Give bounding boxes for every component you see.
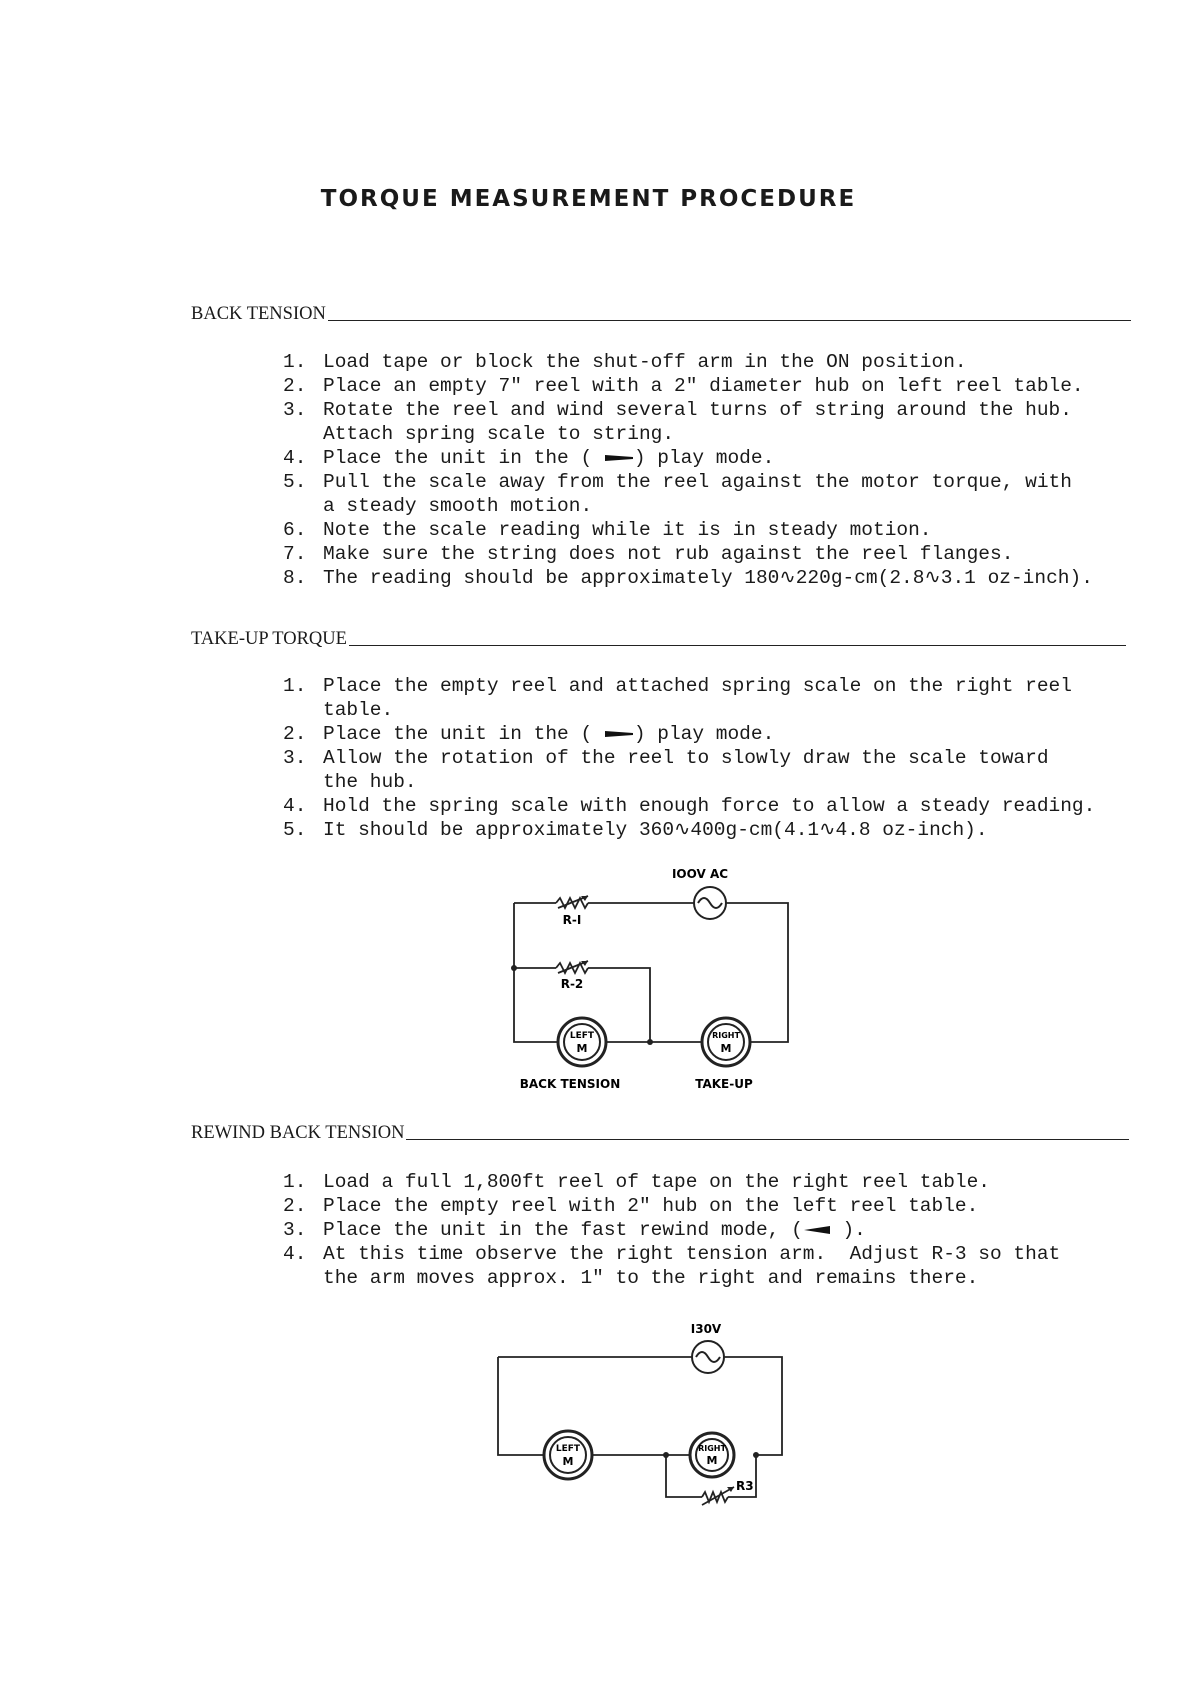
- left-motor-icon: [544, 1431, 592, 1479]
- step-number: 8.: [283, 567, 307, 589]
- step-text: Make sure the string does not rub against the reel flanges.: [323, 543, 1014, 565]
- source-label: I30V: [690, 1322, 722, 1336]
- heading-rule: [349, 645, 1126, 646]
- list-item: [283, 398, 1093, 446]
- step-number: 3.: [283, 399, 307, 421]
- step-number: 1.: [283, 675, 307, 697]
- rewind-arrow-icon: [803, 1223, 831, 1237]
- take-up-torque-steps: [283, 674, 1095, 842]
- section-heading-rewind-back-tension: [191, 1123, 1129, 1144]
- list-item: [283, 542, 1093, 566]
- right-motor-top: RIGHT: [712, 1031, 740, 1040]
- list-item: [283, 1170, 1060, 1194]
- rewind-back-tension-steps: [283, 1170, 1060, 1290]
- page-title: TORQUE MEASUREMENT PROCEDURE: [320, 186, 857, 212]
- r2-label: R-2: [560, 977, 584, 991]
- list-item: [283, 794, 1095, 818]
- list-item: [283, 374, 1093, 398]
- step-number: 6.: [283, 519, 307, 541]
- left-motor-top: LEFT: [569, 1031, 595, 1041]
- step-text: ) play mode.: [633, 447, 775, 469]
- left-motor-top: LEFT: [555, 1444, 581, 1454]
- take-up-caption: TAKE-UP: [695, 1077, 753, 1091]
- right-motor-m: M: [706, 1454, 718, 1467]
- right-motor-icon: [690, 1433, 734, 1477]
- heading-rule: [328, 320, 1131, 321]
- back-tension-caption: BACK TENSION: [519, 1077, 621, 1091]
- step-number: 2.: [283, 375, 307, 397]
- list-item: [283, 722, 1095, 746]
- step-number: 3.: [283, 747, 307, 769]
- step-text: Place the unit in the fast rewind mode, (: [323, 1219, 803, 1241]
- back-tension-steps: [283, 350, 1093, 590]
- step-number: 5.: [283, 471, 307, 493]
- list-item: [283, 446, 1093, 470]
- r3-label: R3: [736, 1479, 754, 1493]
- step-text: Rotate the reel and wind several turns of string around the hub. Attach spring scale to string.: [323, 399, 1072, 445]
- list-item: [283, 1218, 1060, 1242]
- r1-label: R-I: [562, 913, 582, 927]
- list-item: [283, 566, 1093, 590]
- list-item: [283, 350, 1093, 374]
- heading-rule: [406, 1139, 1129, 1140]
- step-text: Place the unit in the (: [323, 447, 593, 469]
- left-motor-icon: [558, 1018, 606, 1066]
- section-heading-label: BACK TENSION: [191, 304, 326, 324]
- step-text: ).: [842, 1219, 866, 1241]
- step-text: Place the empty reel and attached spring scale on the right reel table.: [323, 675, 1072, 721]
- step-text: Place the empty reel with 2" hub on the left reel table.: [323, 1195, 979, 1217]
- step-number: 1.: [283, 351, 307, 373]
- rewind-circuit-diagram: [490, 1315, 800, 1515]
- step-text: Load tape or block the shut-off arm in the ON position.: [323, 351, 967, 373]
- step-number: 7.: [283, 543, 307, 565]
- play-arrow-icon: [604, 727, 634, 741]
- list-item: [283, 674, 1095, 722]
- step-number: 5.: [283, 819, 307, 841]
- list-item: [283, 1242, 1060, 1290]
- step-text: Allow the rotation of the reel to slowly draw the scale toward the hub.: [323, 747, 1049, 793]
- step-text: Load a full 1,800ft reel of tape on the right reel table.: [323, 1171, 991, 1193]
- list-item: [283, 1194, 1060, 1218]
- list-item: [283, 470, 1093, 518]
- step-number: 2.: [283, 723, 307, 745]
- back-tension-take-up-circuit-diagram: [500, 858, 810, 1098]
- step-text: Pull the scale away from the reel against the motor torque, with a steady smooth motion.: [323, 471, 1072, 517]
- step-text: ) play mode.: [633, 723, 775, 745]
- step-text: Hold the spring scale with enough force to allow a steady reading.: [323, 795, 1096, 817]
- step-number: 3.: [283, 1219, 307, 1241]
- right-motor-top: RIGHT: [698, 1444, 726, 1453]
- right-motor-m: M: [720, 1042, 732, 1055]
- section-heading-back-tension: [191, 304, 1131, 325]
- left-motor-m: M: [576, 1042, 588, 1055]
- step-text: Place the unit in the (: [323, 723, 593, 745]
- list-item: [283, 746, 1095, 794]
- step-text: Note the scale reading while it is in steady motion.: [323, 519, 932, 541]
- step-number: 4.: [283, 795, 307, 817]
- right-motor-icon: [702, 1018, 750, 1066]
- section-heading-take-up-torque: [191, 629, 1126, 650]
- list-item: [283, 818, 1095, 842]
- source-label: IOOV AC: [671, 867, 729, 881]
- step-text: The reading should be approximately 180∿220g-cm(2.8∿3.1 oz-inch).: [323, 567, 1093, 589]
- step-text: Place an empty 7" reel with a 2" diameter hub on left reel table.: [323, 375, 1084, 397]
- list-item: [283, 518, 1093, 542]
- section-heading-label: REWIND BACK TENSION: [191, 1123, 405, 1143]
- play-arrow-icon: [604, 451, 634, 465]
- left-motor-m: M: [562, 1455, 574, 1468]
- step-number: 1.: [283, 1171, 307, 1193]
- step-number: 4.: [283, 447, 307, 469]
- step-number: 2.: [283, 1195, 307, 1217]
- step-text: At this time observe the right tension arm. Adjust R-3 so that the arm moves approx. 1" to the right and remains there.: [323, 1243, 1061, 1289]
- step-number: 4.: [283, 1243, 307, 1265]
- step-text: It should be approximately 360∿400g-cm(4.1∿4.8 oz-inch).: [323, 819, 988, 841]
- section-heading-label: TAKE-UP TORQUE: [191, 629, 347, 649]
